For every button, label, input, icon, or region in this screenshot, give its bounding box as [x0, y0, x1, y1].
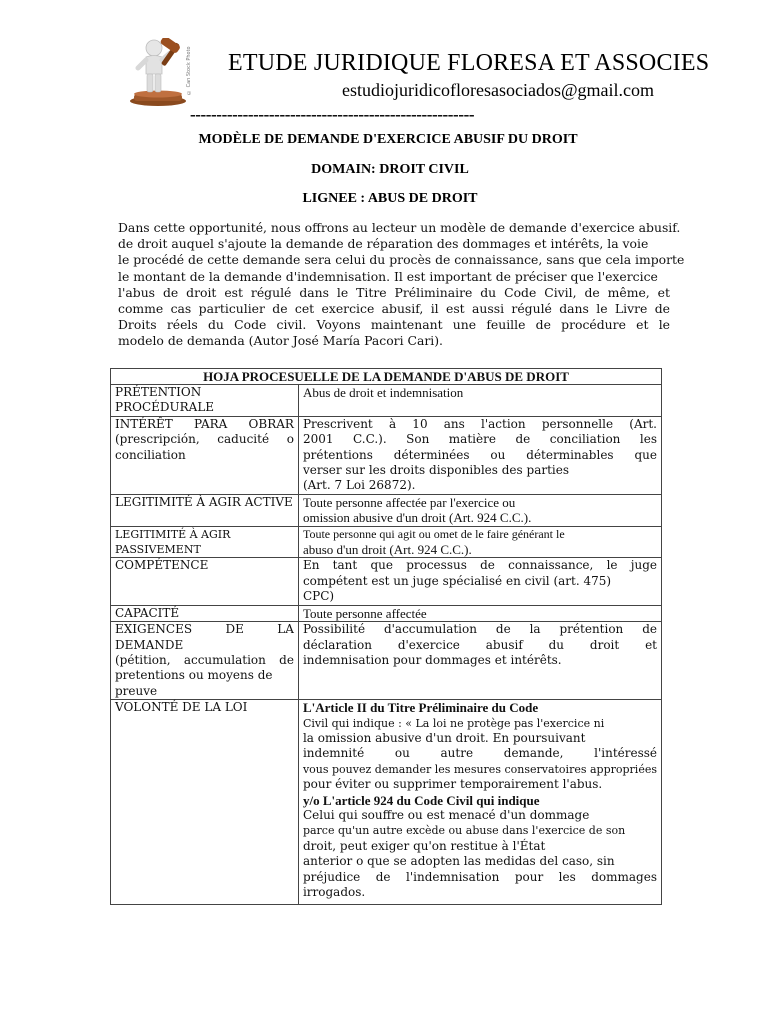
row-value-line: verser sur les droits disponibles des parties — [302, 463, 569, 478]
row-value-line: parce qu'un autre excède ou abuse dans l'exercice de son — [302, 824, 626, 838]
table-row — [111, 385, 662, 417]
table-row — [111, 494, 662, 526]
firm-email: estudiojuridicofloresasociados@gmail.com — [342, 80, 655, 100]
row-label-line: (pétition, accumulation de — [115, 652, 294, 667]
row-value-line: y/o L'article 924 du Code Civil qui indique — [302, 792, 540, 808]
row-value-line: vous pouvez demander les mesures conservatoires appropriées — [302, 762, 657, 776]
row-label: PRÉTENTION PROCÉDURALE — [111, 385, 299, 417]
intro-line: modelo de demanda (Autor José María Pacori Cari). — [118, 333, 443, 349]
row-value-line: déclaration d'exercice abusif du droit et — [302, 637, 657, 652]
row-label — [111, 416, 299, 494]
row-value-line: prétentions déterminées ou déterminables que — [302, 447, 657, 462]
row-label: VOLONTÉ DE LA LOI — [111, 700, 299, 905]
row-value-line: Prescrivent à 10 ans l'action personnelle (Art. — [302, 416, 657, 431]
row-value-line: compétent est un juge spécialisé en civil (art. 475) — [302, 573, 612, 588]
intro-line: l'abus de droit est régulé dans le Titre Préliminaire du Code Civil, de même, et — [118, 284, 670, 300]
row-label-line: pretentions ou moyens de preuve — [115, 668, 273, 698]
row-value-line: préjudice de l'indemnisation pour les dommages — [302, 869, 657, 884]
document-title: MODÈLE DE DEMANDE D'EXERCICE ABUSIF DU DROIT — [198, 132, 578, 147]
intro-line: le procédé de cette demande sera celui du procès de connaissance, sans que cela importe — [118, 252, 685, 268]
row-label-line: (prescripción, caducité o — [115, 432, 294, 447]
row-label: COMPÉTENCE — [111, 558, 299, 605]
row-value — [298, 558, 661, 605]
table-title: HOJA PROCESUELLE DE LA DEMANDE D'ABUS DE DROIT — [111, 369, 662, 385]
row-value-line: (Art. 7 Loi 26872). — [302, 478, 416, 493]
row-value — [298, 700, 661, 905]
procedure-table — [110, 368, 662, 905]
row-value-line: pour éviter ou supprimer temporairement l'abus. — [302, 777, 603, 792]
row-value-line: CPC) — [302, 589, 335, 604]
row-label-line: EXIGENCES DE LA DEMANDE — [115, 622, 294, 652]
row-value-line: En tant que processus de connaissance, le juge — [302, 558, 657, 573]
row-value-line: droit, peut exiger qu'on restitue à l'État — [302, 838, 546, 853]
row-value-line: Toute personne qui agit ou omet de le faire générant le — [302, 526, 565, 541]
table-row — [111, 605, 662, 621]
intro-line: le montant de la demande d'indemnisation. Il est important de préciser que l'exercice — [118, 268, 658, 284]
domain-heading: DOMAIN: DROIT CIVIL — [311, 162, 469, 177]
row-value-line: indemnisation pour dommages et intérêts. — [302, 652, 562, 667]
row-value-line: irrogados. — [302, 885, 366, 899]
intro-line: comme cas particulier de cet exercice abusif, il est aussi régulé dans le Livre de — [118, 301, 670, 317]
row-value — [298, 494, 661, 526]
row-label: CAPACITÉ — [111, 605, 299, 621]
row-value — [298, 526, 661, 558]
row-label: LEGITIMITÉ À AGIR ACTIVE — [111, 494, 299, 526]
row-value-line: Possibilité d'accumulation de la prétention de — [302, 622, 657, 637]
row-value — [298, 622, 661, 700]
row-value-line: Celui qui souffre ou est menacé d'un dommage — [302, 807, 590, 822]
row-value-line: omission abusive d'un droit (Art. 924 C.C.). — [302, 510, 532, 526]
table-row — [111, 558, 662, 605]
lignee-heading: LIGNEE : ABUS DE DROIT — [302, 191, 478, 206]
gavel-figure-logo — [124, 38, 192, 108]
table-row — [111, 700, 662, 905]
table-row — [111, 416, 662, 494]
intro-line: Droits réels du Code civil. Voyons maintenant une feuille de procédure et le — [118, 317, 670, 333]
row-label-line: conciliation — [115, 447, 186, 462]
row-value — [298, 416, 661, 494]
header-divider: ------------------------------------------------------ — [190, 105, 475, 124]
row-value: Abus de droit et indemnisation — [298, 385, 661, 417]
firm-name: ETUDE JURIDIQUE FLORESA ET ASSOCIES — [228, 50, 710, 76]
row-value-line: Toute personne affectée par l'exercice ou — [302, 494, 516, 510]
logo-credit: © Can Stock Photo — [186, 46, 192, 96]
row-value-line: indemnité ou autre demande, l'intéressé — [302, 746, 657, 761]
intro-paragraph — [118, 220, 685, 350]
intro-line: de droit auquel s'ajoute la demande de réparation des dommages et intérêts, la voie — [118, 236, 649, 252]
row-label — [111, 622, 299, 700]
row-value-line: anterior o que se adopten las medidas del caso, sin — [302, 854, 615, 869]
row-value-line: Civil qui indique : « La loi ne protège pas l'exercice ni — [302, 716, 605, 730]
table-row — [111, 526, 662, 558]
row-value-line: la omission abusive d'un droit. En poursuivant — [302, 730, 586, 745]
table-header-row — [111, 369, 662, 385]
table-row — [111, 622, 662, 700]
row-value-line: L'Article II du Titre Préliminaire du Code — [302, 700, 539, 716]
row-value-line: abuso d'un droit (Art. 924 C.C.). — [302, 542, 472, 558]
row-label: LEGITIMITÉ À AGIR PASSIVEMENT — [111, 526, 299, 558]
row-value: Toute personne affectée — [298, 605, 661, 621]
row-label-line: INTÉRÊT PARA OBRAR — [115, 416, 294, 431]
intro-line: Dans cette opportunité, nous offrons au lecteur un modèle de demande d'exercice abusif. — [118, 220, 681, 235]
row-value-line: 2001 C.C.). Son matière de conciliation les — [302, 432, 657, 447]
